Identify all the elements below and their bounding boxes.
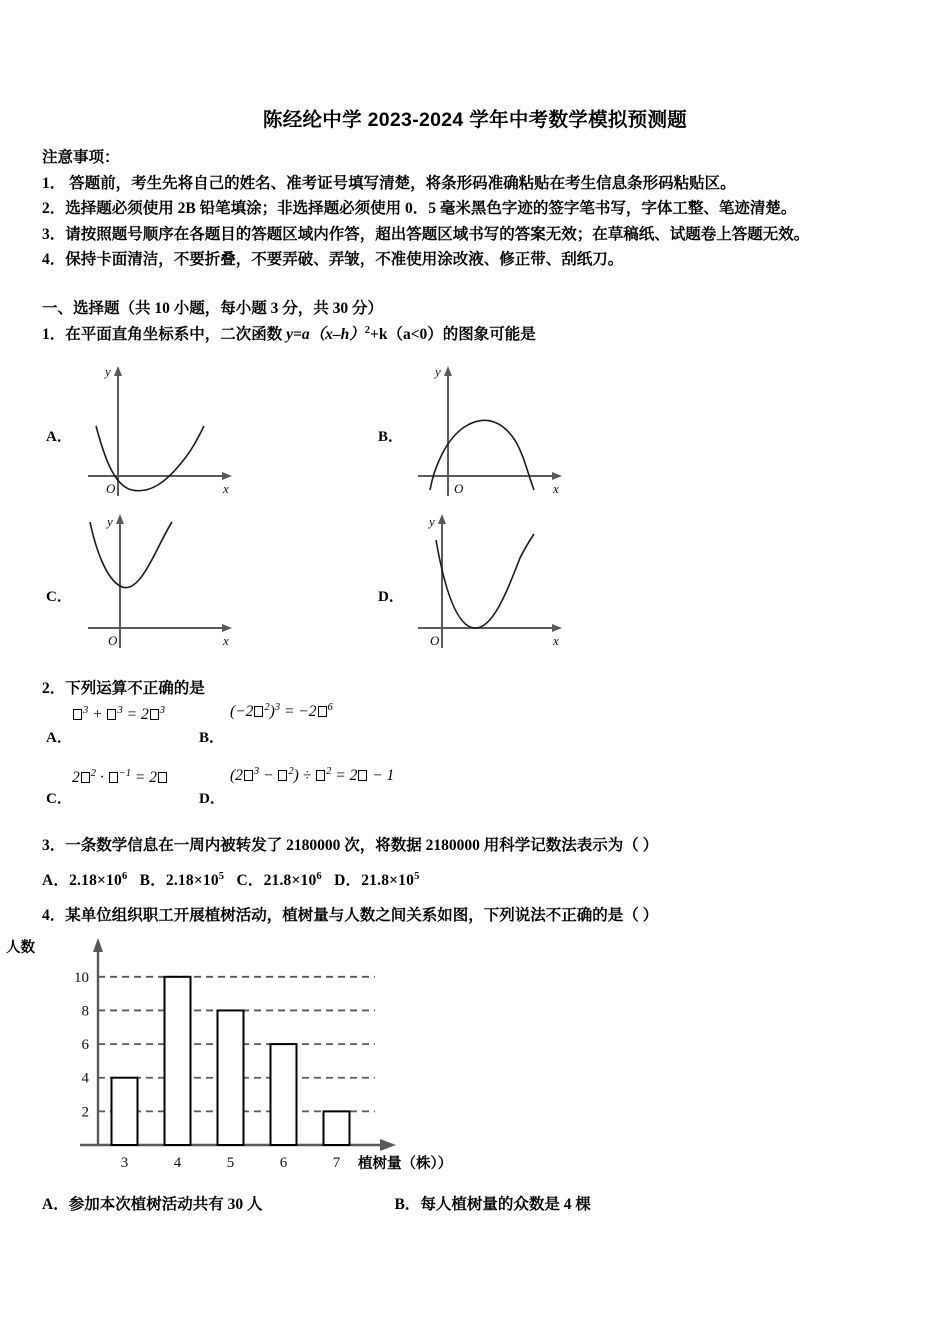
chart-bar <box>271 1044 297 1145</box>
q4-option-a-letter[interactable]: A． <box>42 1196 69 1213</box>
chart-x-tick-label: 4 <box>173 1155 182 1171</box>
question-3-options <box>42 868 420 890</box>
q3-option-b-exponent: 5 <box>218 870 225 882</box>
chart-bar <box>112 1078 138 1145</box>
q2-option-c-letter[interactable]: C． <box>46 791 72 807</box>
q3-option-d-mantissa: 21.8×10 <box>361 872 415 889</box>
chart-x-axis-title: 植树量（株）） <box>358 1156 453 1172</box>
planting-bar-chart <box>40 930 510 1180</box>
q4-option-a-text: 参加本次植树活动共有 30 人 <box>68 1196 263 1213</box>
q2-option-a-letter[interactable]: A． <box>46 730 72 746</box>
chart-bar <box>165 977 191 1145</box>
chart-y-tick-label: 10 <box>74 969 89 986</box>
q1-option-a-letter[interactable]: A． <box>46 429 72 445</box>
svg-text:y: y <box>107 514 113 529</box>
q3-option-d-exponent: 5 <box>414 870 420 882</box>
notice-item-3: 3．请按照题号顺序在各题目的答题区域内作答，超出答题区域书写的答案无效；在草稿纸、试题卷上答题无效。 <box>42 225 810 243</box>
svg-text:x: x <box>223 481 229 496</box>
chart-y-tick-label: 6 <box>81 1037 89 1054</box>
q1-option-b-letter[interactable]: B． <box>378 429 404 445</box>
page-title: 陈经纶中学 2023-2024 学年中考数学模拟预测题 <box>262 109 688 131</box>
q4-option-b-letter[interactable]: B． <box>394 1196 421 1213</box>
chart-bar <box>324 1111 350 1145</box>
svg-text:O: O <box>106 481 116 496</box>
q1-formula-rest: =a（x–h） <box>293 326 365 343</box>
chart-y-tick-label: 4 <box>81 1070 89 1087</box>
chart-x-tick-label: 3 <box>120 1155 129 1171</box>
q1-option-c-letter[interactable]: C． <box>46 589 72 605</box>
question-4-options <box>42 1192 591 1214</box>
variable-box-icon <box>81 772 90 783</box>
chart-x-tick-label: 6 <box>279 1155 288 1171</box>
notice-item-4: 4．保持卡面清洁，不要折叠，不要弄破、弄皱，不准使用涂改液、修正带、刮纸刀。 <box>42 251 624 268</box>
variable-box-icon <box>109 772 118 783</box>
q4-option-b-text: 每人植树量的众数是 4 棵 <box>420 1196 591 1213</box>
q2-option-a-expression: $^3$ + $^3$ = 2 $^3$ <box>72 706 165 724</box>
svg-text:y: y <box>105 364 111 379</box>
q1-formula-y: y <box>286 326 294 343</box>
svg-text:O: O <box>108 633 118 648</box>
svg-text:y: y <box>435 364 441 379</box>
variable-box-icon <box>107 709 116 720</box>
q1-stem-prefix: 1．在平面直角坐标系中，二次函数 <box>42 326 287 343</box>
notice-heading: 注意事项： <box>42 149 120 166</box>
q1-option-b-graph <box>400 360 630 500</box>
variable-box-icon <box>244 770 253 781</box>
question-1-stem <box>42 322 536 344</box>
notice-item-1: 1． 答题前，考生先将自己的姓名、准考证号填写清楚，将条形码准确粘贴在考生信息条形码粘贴区。 <box>42 174 736 192</box>
q3-option-a-exponent: 6 <box>121 870 128 882</box>
question-2-stem: 2．下列运算不正确的是 <box>42 680 205 697</box>
svg-text:O: O <box>430 633 440 648</box>
q2-option-b-letter[interactable]: B． <box>199 730 225 746</box>
svg-text:y: y <box>429 514 435 529</box>
q3-option-c-exponent: 6 <box>316 870 322 882</box>
svg-text:x: x <box>553 481 559 496</box>
q3-option-c-mantissa: 21.8×10 <box>263 872 317 889</box>
q3-option-b-letter[interactable]: B． <box>139 872 166 889</box>
q2-option-d-expression: (2 $^3$ − $^2$) ÷ $^2$ = 2 − 1 <box>230 765 395 784</box>
section-heading-choice: 一、选择题（共 10 小题，每小题 3 分，共 30 分） <box>42 300 384 317</box>
q1-option-d-graph <box>400 510 630 650</box>
svg-text:O: O <box>454 481 464 496</box>
notice-block <box>42 145 922 273</box>
variable-box-icon <box>158 772 167 783</box>
q1-option-c-graph <box>70 510 300 650</box>
variable-box-icon <box>73 709 82 720</box>
variable-box-icon <box>318 706 327 717</box>
chart-x-tick-label: 5 <box>226 1155 235 1171</box>
variable-box-icon <box>150 709 159 720</box>
q3-option-a-mantissa: 2.18×10 <box>69 872 122 889</box>
variable-box-icon <box>278 770 287 781</box>
question-3-stem: 3．一条数学信息在一周内被转发了 2180000 次，将数据 2180000 用科学记数法表示为（ ） <box>42 837 659 854</box>
q2-option-d-letter[interactable]: D． <box>199 791 225 807</box>
svg-text:x: x <box>223 633 229 648</box>
q2-option-c-expression: 2 $^2$ · $^{-1}$ = 2 <box>72 769 168 787</box>
q1-formula-tail: +k（a<0）的图象可能是 <box>370 326 536 343</box>
chart-bar <box>218 1010 244 1145</box>
question-4-stem: 4．某单位组织职工开展植树活动，植树量与人数之间关系如图，下列说法不正确的是（ ） <box>42 907 659 924</box>
notice-item-2: 2．选择题必须使用 2B 铅笔填涂；非选择题必须使用 0．5 毫米黑色字迹的签字笔书写，字体工整、笔迹清楚。 <box>42 200 797 217</box>
variable-box-icon <box>316 770 325 781</box>
q3-option-d-letter[interactable]: D． <box>334 872 362 889</box>
variable-box-icon <box>358 770 367 781</box>
q3-option-b-mantissa: 2.18×10 <box>165 872 219 889</box>
q1-formula-exponent: 2 <box>364 324 370 336</box>
svg-text:x: x <box>553 633 559 648</box>
chart-x-tick-label: 7 <box>332 1155 341 1171</box>
chart-y-tick-label: 8 <box>81 1003 89 1020</box>
q2-option-b-expression: (−2 $^2$)$^3$ = −2 $^6$ <box>230 701 333 720</box>
q1-option-a-graph <box>70 360 300 500</box>
q1-option-d-letter[interactable]: D． <box>378 589 404 605</box>
q3-option-a-letter[interactable]: A． <box>42 872 70 889</box>
variable-box-icon <box>254 706 263 717</box>
q3-option-c-letter[interactable]: C． <box>236 872 264 889</box>
chart-y-axis-title: 人数 <box>6 940 35 956</box>
chart-y-tick-label: 2 <box>81 1104 89 1121</box>
